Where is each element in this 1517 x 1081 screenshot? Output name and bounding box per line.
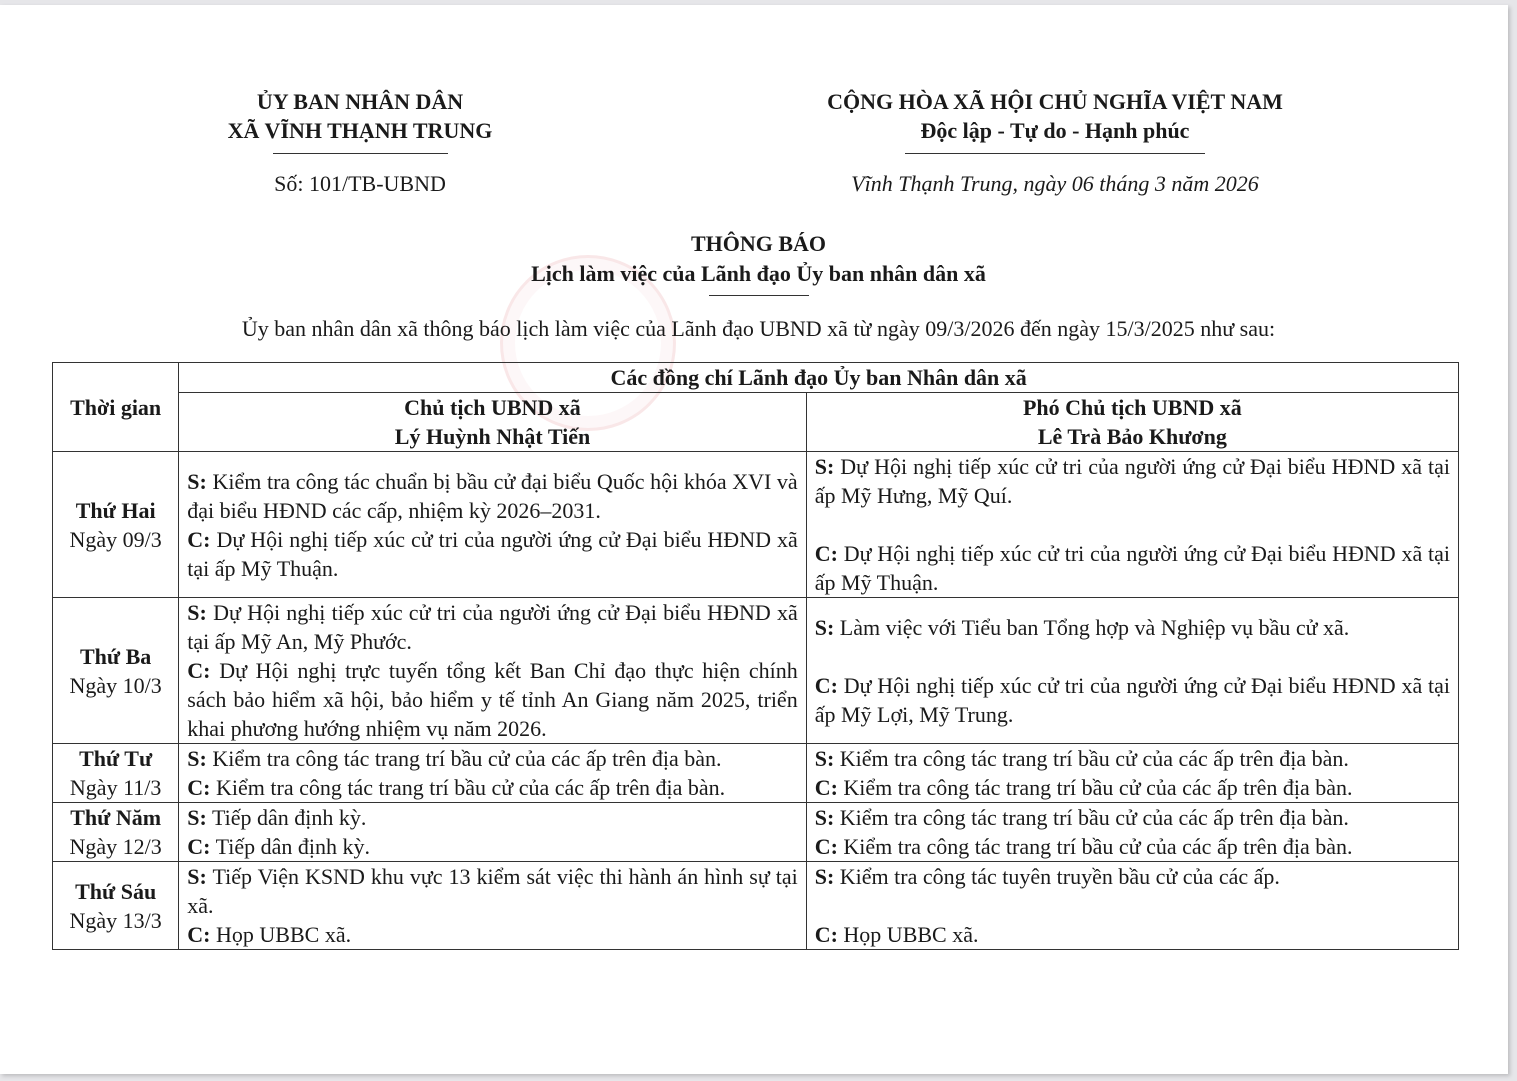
afternoon-entry: C: Dự Hội nghị tiếp xúc cử tri của người ứng cử Đại biểu HĐND xã tại ấp Mỹ Thuận. — [814, 541, 1450, 595]
chairman-schedule — [179, 744, 806, 803]
leader-role: Phó Chủ tịch UBND xã — [1022, 395, 1242, 420]
afternoon-entry: C: Tiếp dân định kỳ. — [187, 834, 371, 859]
afternoon-entry: C: Họp UBBC xã. — [814, 922, 979, 947]
leaders-group-header: Các đồng chí Lãnh đạo Ủy ban Nhân dân xã — [179, 363, 1459, 393]
morning-entry: S: Dự Hội nghị tiếp xúc cử tri của người ứng cử Đại biểu HĐND xã tại ấp Mỹ An, Mỹ Phước. — [187, 600, 798, 654]
table-row — [53, 744, 1459, 803]
day-cell — [53, 862, 179, 950]
document-subtitle: Lịch làm việc của Lãnh đạo Ủy ban nhân dân xã — [531, 261, 986, 286]
document-number: Số: 101/TB-UBND — [274, 171, 446, 196]
day-name: Thứ Năm — [70, 805, 162, 830]
day-date: Ngày 12/3 — [69, 834, 162, 859]
afternoon-entry: C: Kiểm tra công tác trang trí bầu cử của các ấp trên địa bàn. — [814, 775, 1353, 800]
vice-chairman-schedule — [806, 598, 1458, 744]
day-name: Thứ Tư — [79, 746, 153, 771]
chairman-schedule — [179, 598, 806, 744]
afternoon-entry: C: Dự Hội nghị tiếp xúc cử tri của người ứng cử Đại biểu HĐND xã tại ấp Mỹ Thuận. — [187, 526, 798, 581]
place-and-date: Vĩnh Thạnh Trung, ngày 06 tháng 3 năm 2026 — [851, 171, 1259, 196]
vice-chairman-schedule — [806, 744, 1458, 803]
morning-entry: S: Kiểm tra công tác trang trí bầu cử của các ấp trên địa bàn. — [814, 746, 1349, 771]
morning-entry: S: Tiếp Viện KSND khu vực 13 kiểm sát việc thi hành án hình sự tại xã. — [187, 864, 798, 918]
divider — [905, 153, 1205, 154]
day-name: Thứ Hai — [75, 497, 156, 523]
afternoon-entry: C: Họp UBBC xã. — [187, 922, 352, 947]
document-title: THÔNG BÁO — [690, 231, 827, 256]
vice-chairman-schedule — [806, 803, 1458, 862]
table-row — [53, 598, 1459, 744]
authority-line-1: ỦY BAN NHÂN DÂN — [256, 89, 464, 114]
motto: Độc lập - Tự do - Hạnh phúc — [920, 118, 1190, 143]
country-name: CỘNG HÒA XÃ HỘI CHỦ NGHĨA VIỆT NAM — [827, 89, 1283, 114]
document-title-block — [0, 229, 1517, 296]
table-row — [53, 452, 1459, 598]
afternoon-entry: C: Kiểm tra công tác trang trí bầu cử của các ấp trên địa bàn. — [187, 775, 726, 800]
morning-entry: S: Dự Hội nghị tiếp xúc cử tri của người ứng cử Đại biểu HĐND xã tại ấp Mỹ Hưng, Mỹ Quí. — [814, 454, 1450, 508]
morning-entry: S: Kiểm tra công tác trang trí bầu cử của các ấp trên địa bàn. — [814, 805, 1349, 830]
day-date: Ngày 11/3 — [69, 775, 162, 800]
leader-header-vice-chairman — [806, 393, 1458, 452]
national-motto — [780, 87, 1330, 154]
table-row — [53, 803, 1459, 862]
day-cell — [53, 803, 179, 862]
vice-chairman-schedule — [806, 452, 1458, 598]
day-cell — [53, 452, 179, 598]
day-date: Ngày 09/3 — [69, 526, 162, 552]
morning-entry: S: Kiểm tra công tác chuẩn bị bầu cử đại biểu Quốc hội khóa XVI và đại biểu HĐND các cấp, nhiệm kỳ 2026–2031. — [187, 468, 798, 523]
chairman-schedule — [179, 452, 806, 598]
authority-line-2: XÃ VĨNH THẠNH TRUNG — [227, 118, 493, 143]
divider — [273, 153, 448, 154]
time-column-header: Thời gian — [53, 363, 179, 452]
issuing-authority — [200, 87, 520, 154]
vice-chairman-schedule — [806, 862, 1458, 950]
table-row — [53, 862, 1459, 950]
leader-name: Lý Huỳnh Nhật Tiến — [394, 424, 591, 449]
intro-paragraph: Ủy ban nhân dân xã thông báo lịch làm việc của Lãnh đạo UBND xã từ ngày 09/3/2026 đến ngày 15/3/2025 như sau: — [241, 316, 1276, 341]
chairman-schedule — [179, 862, 806, 950]
day-cell — [53, 598, 179, 744]
chairman-schedule — [179, 803, 806, 862]
leader-name: Lê Trà Bảo Khương — [1037, 424, 1227, 449]
morning-entry: S: Kiểm tra công tác trang trí bầu cử của các ấp trên địa bàn. — [187, 746, 722, 771]
leader-role: Chủ tịch UBND xã — [404, 395, 581, 420]
afternoon-entry: C: Dự Hội nghị trực tuyến tổng kết Ban Chỉ đạo thực hiện chính sách bảo hiểm xã hội, bảo hiểm y tế tỉnh An Giang năm 2025, triển khai phương hướng nhiệm vụ năm 2026. — [187, 658, 798, 741]
day-cell — [53, 744, 179, 803]
day-date: Ngày 10/3 — [69, 672, 162, 698]
schedule-table — [52, 362, 1459, 950]
day-name: Thứ Sáu — [75, 878, 157, 904]
afternoon-entry: C: Kiểm tra công tác trang trí bầu cử của các ấp trên địa bàn. — [814, 834, 1353, 859]
document-page — [0, 5, 1508, 1074]
day-date: Ngày 13/3 — [69, 907, 162, 933]
morning-entry: S: Làm việc với Tiểu ban Tổng hợp và Nghiệp vụ bầu cử xã. — [814, 614, 1350, 640]
leader-header-chairman — [179, 393, 806, 452]
morning-entry: S: Kiểm tra công tác tuyên truyền bầu cử của các ấp. — [814, 864, 1280, 889]
afternoon-entry: C: Dự Hội nghị tiếp xúc cử tri của người ứng cử Đại biểu HĐND xã tại ấp Mỹ Lợi, Mỹ Trung. — [814, 672, 1450, 727]
morning-entry: S: Tiếp dân định kỳ. — [187, 805, 367, 830]
day-name: Thứ Ba — [80, 643, 152, 669]
divider — [709, 295, 809, 296]
